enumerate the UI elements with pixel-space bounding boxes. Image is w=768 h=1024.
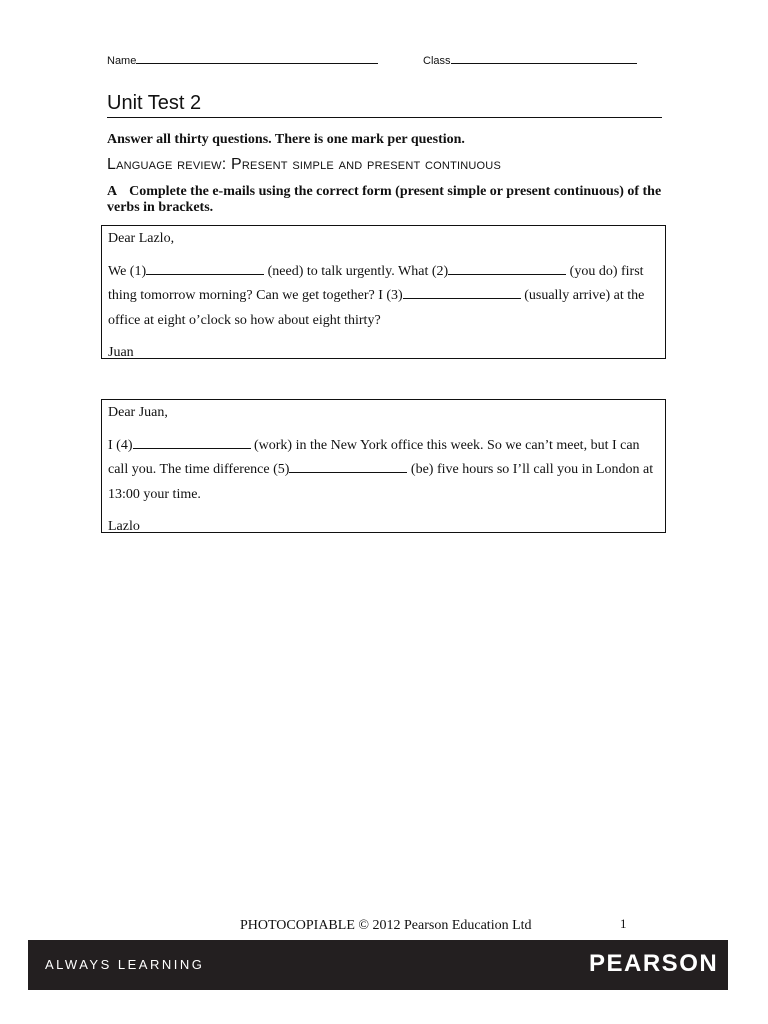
email-text: (be) five hours so I’ll call you in London at 13:00 your time. — [108, 462, 654, 502]
class-label: Class — [423, 55, 451, 67]
copyright-notice: PHOTOCOPIABLE © 2012 Pearson Education Ltd — [240, 918, 532, 933]
email-greeting: Dear Juan, — [108, 405, 168, 420]
name-input-line[interactable] — [136, 53, 378, 64]
answer-blank-4[interactable] — [133, 435, 251, 449]
email-text: (you do) first thing tomorrow morning? Can we get together? I (3) — [108, 263, 644, 303]
email-text: I (4) — [108, 437, 133, 453]
email-box-2 — [101, 399, 666, 533]
answer-blank-3[interactable] — [403, 285, 521, 299]
email-body — [108, 434, 659, 508]
answer-blank-1[interactable] — [146, 261, 264, 275]
class-input-line[interactable] — [451, 53, 637, 64]
answer-blank-2[interactable] — [448, 261, 566, 275]
email-signature: Juan — [108, 345, 134, 360]
section-title: Language review: Present simple and present continuous — [107, 156, 501, 173]
instructions: Answer all thirty questions. There is one mark per question. — [107, 132, 465, 147]
exercise-instruction — [107, 184, 662, 216]
email-greeting: Dear Lazlo, — [108, 231, 175, 246]
email-text: (need) to talk urgently. What (2) — [264, 263, 449, 279]
page-title: Unit Test 2 — [107, 91, 662, 118]
name-field — [107, 53, 378, 67]
email-body — [108, 260, 659, 334]
page-number: 1 — [620, 916, 627, 931]
exercise-letter: A — [107, 184, 118, 199]
name-label: Name — [107, 55, 137, 67]
email-text: (usually arrive) at the office at eight o’clock so how about eight thirty? — [108, 288, 645, 328]
email-box-1 — [101, 225, 666, 359]
email-text: We (1) — [108, 263, 147, 279]
pearson-logo: PEARSON — [589, 950, 719, 977]
email-signature: Lazlo — [108, 519, 140, 534]
exercise-text: Complete the e-mails using the correct form (present simple or present continuous) of the verbs in brackets. — [107, 184, 662, 215]
class-field — [423, 53, 637, 67]
email-text: (work) in the New York office this week. So we can’t meet, but I can call you. The time difference (5) — [108, 437, 640, 477]
answer-blank-5[interactable] — [289, 459, 407, 473]
footer-slogan: ALWAYS LEARNING — [45, 957, 205, 972]
